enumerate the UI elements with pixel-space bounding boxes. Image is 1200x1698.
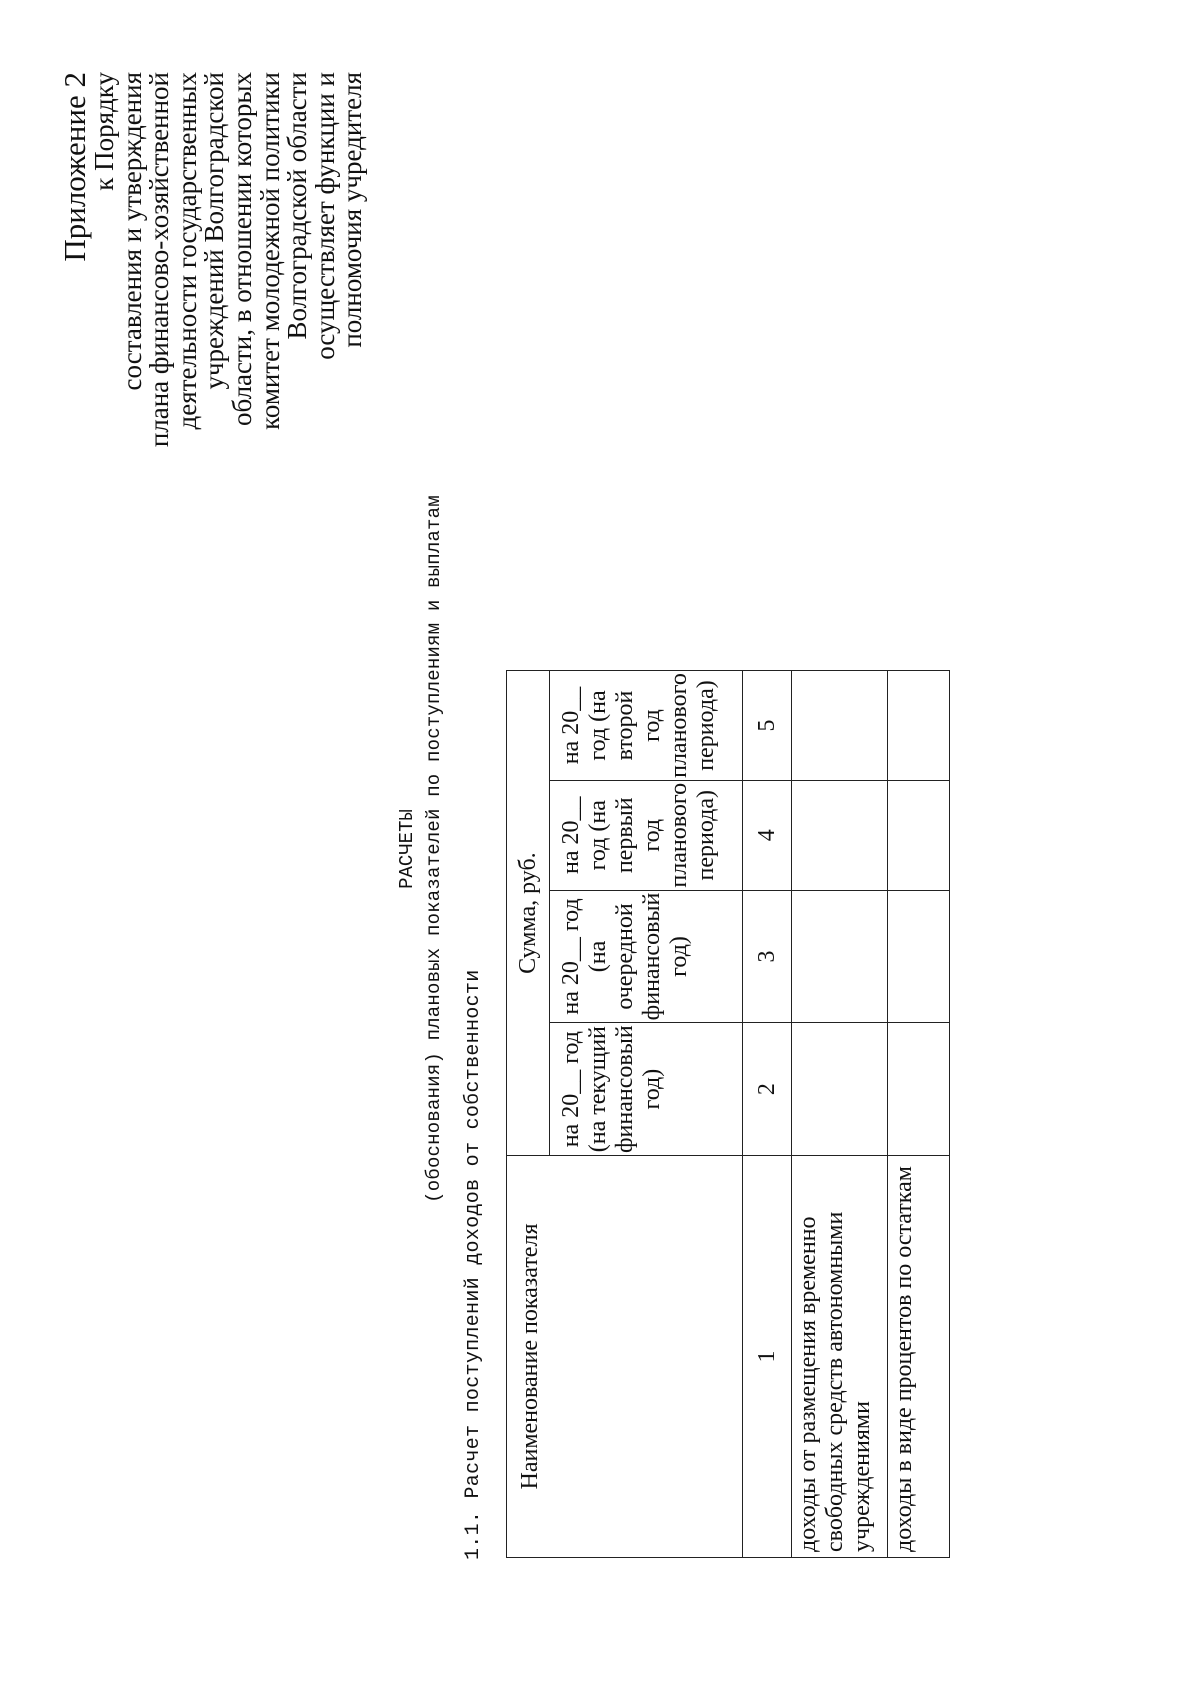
table-column-numbers-row — [743, 671, 792, 1558]
appendix-line: полномочия учредителя — [337, 72, 368, 348]
row-indicator-name: доходы в виде процентов по остаткам — [888, 1156, 950, 1558]
table-cell-empty[interactable] — [792, 671, 888, 781]
appendix-line: деятельности государственных — [171, 72, 202, 430]
table-cell-empty[interactable] — [792, 890, 888, 1023]
appendix-line: Волгоградской области — [282, 72, 313, 340]
appendix-line: составления и утверждения — [116, 72, 147, 391]
column-number: 5 — [743, 671, 792, 781]
header-year-current: на 20__ год (на текущий финансовый год) — [550, 1023, 743, 1156]
title-subtitle: (обоснования) плановых показателей по поступлениям и выплатам — [423, 495, 445, 1203]
appendix-note — [58, 72, 367, 712]
section-heading: 1.1. Расчет поступлений доходов от собственности — [462, 969, 485, 1560]
appendix-line: Приложение 2 — [57, 72, 92, 262]
appendix-line: учреждений Волгоградской — [199, 72, 230, 390]
header-indicator-name: Наименование показателя — [507, 1156, 743, 1558]
appendix-line: области, в отношении которых — [226, 72, 257, 426]
table-cell-empty[interactable] — [888, 780, 950, 890]
column-number: 4 — [743, 780, 792, 890]
table-row — [888, 671, 950, 1558]
table-cell-empty[interactable] — [888, 1023, 950, 1156]
column-number: 2 — [743, 1023, 792, 1156]
table-cell-empty[interactable] — [888, 671, 950, 781]
appendix-line: к Порядку — [89, 72, 119, 191]
header-year-plan-1: на 20__ год (на первый год планового периода) — [550, 780, 743, 890]
table-row — [792, 671, 888, 1558]
row-indicator-name: доходы от размещения временно свободных средств автономными учреждениями — [792, 1156, 888, 1558]
table-cell-empty[interactable] — [792, 780, 888, 890]
title-main: РАСЧЕТЫ — [396, 809, 418, 889]
document-title — [394, 0, 448, 1698]
table-header-row — [507, 671, 550, 1558]
appendix-line: осуществляет функции и — [309, 72, 340, 360]
header-year-plan-2: на 20__ год (на второй год планового периода) — [550, 671, 743, 781]
header-year-next: на 20__ год (на очередной финансовый год) — [550, 890, 743, 1023]
table-cell-empty[interactable] — [888, 890, 950, 1023]
header-sum: Сумма, руб. — [507, 671, 550, 1156]
table-cell-empty[interactable] — [792, 1023, 888, 1156]
column-number: 1 — [743, 1156, 792, 1558]
appendix-line: комитет молодежной политики — [254, 72, 285, 430]
revenue-table — [506, 670, 950, 1558]
appendix-line: плана финансово-хозяйственной — [144, 72, 175, 448]
column-number: 3 — [743, 890, 792, 1023]
